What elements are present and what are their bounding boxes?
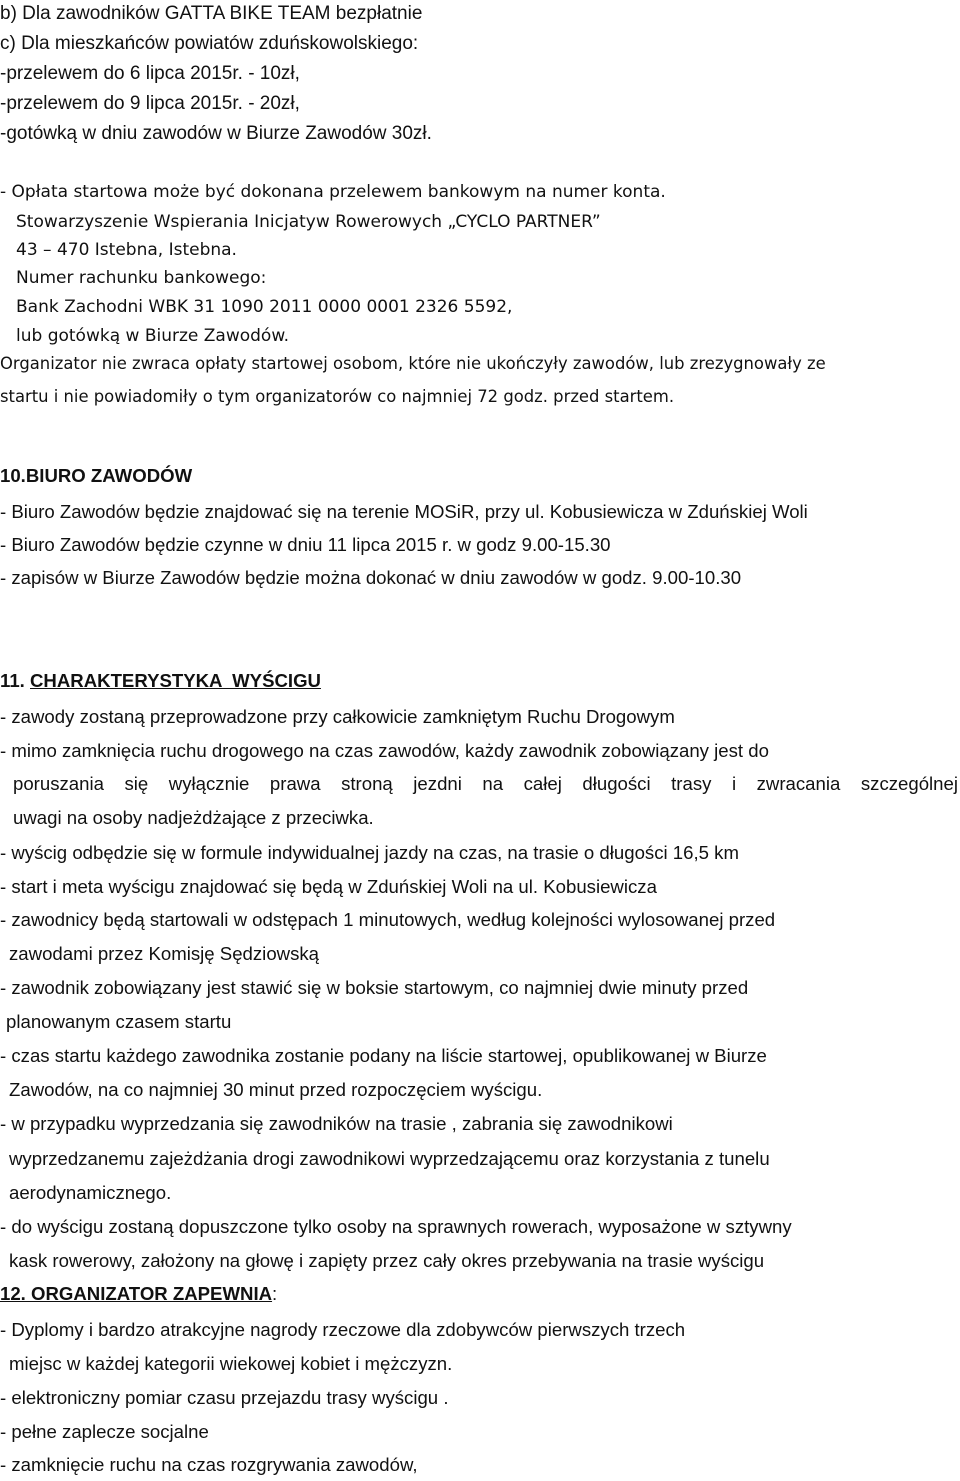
- refund-line-1: Organizator nie zwraca opłaty startowej osobom, które nie ukończyły zawodów, lub zrezygnowały ze: [0, 354, 826, 373]
- section-11-line: aerodynamicznego.: [9, 1182, 172, 1203]
- section-11-line: - zawodnik zobowiązany jest stawić się w boksie startowym, co najmniej dwie minuty przed: [0, 977, 749, 998]
- refund-line-2: startu i nie powiadomiły o tym organizatorów co najmniej 72 godz. przed startem.: [0, 387, 675, 406]
- section-11-line: - start i meta wyścigu znajdować się będą w Zduńskiej Woli na ul. Kobusiewicza: [0, 876, 657, 897]
- section-10-heading: 10.BIURO ZAWODÓW: [0, 465, 193, 486]
- section-11-number: 11.: [0, 670, 25, 691]
- section-11-heading: [0, 669, 321, 693]
- section-12-line: - Dyplomy i bardzo atrakcyjne nagrody rzeczowe dla zdobywców pierwszych trzech: [0, 1319, 686, 1340]
- section-12-line: - elektroniczny pomiar czasu przejazdu trasy wyścigu .: [0, 1387, 449, 1408]
- section-11-line: - zawodnicy będą startowali w odstępach 1 minutowych, według kolejności wylosowanej przed: [0, 909, 776, 930]
- section-11-line: zawodami przez Komisję Sędziowską: [9, 943, 320, 964]
- payment-line-1: - Opłata startowa może być dokonana przelewem bankowym na numer konta.: [0, 182, 666, 202]
- section-10-line-3: - zapisów w Biurze Zawodów będzie można dokonać w dniu zawodów w godz. 9.00-10.30: [0, 567, 742, 588]
- payment-line-5: Bank Zachodni WBK 31 1090 2011 0000 0001 2326 5592,: [16, 297, 513, 317]
- section-11-line: poruszania się wyłącznie prawa stroną jezdni na całej długości trasy i zwracania szczególnej: [13, 773, 958, 794]
- section-10-line-1: - Biuro Zawodów będzie znajdować się na terenie MOSiR, przy ul. Kobusiewicza w Zduńskiej Woli: [0, 501, 808, 522]
- section-12-heading: [0, 1282, 277, 1306]
- section-11-line: - wyścig odbędzie się w formule indywidualnej jazdy na czas, na trasie o długości 16,5 km: [0, 842, 739, 863]
- payment-line-6: lub gotówką w Biurze Zawodów.: [16, 326, 290, 346]
- payment-line-3: 43 – 470 Istebna, Istebna.: [16, 240, 237, 260]
- section-12-line: miejsc w każdej kategorii wiekowej kobiet i mężczyzn.: [9, 1353, 453, 1374]
- section-12-line: - zamknięcie ruchu na czas rozgrywania zawodów,: [0, 1454, 418, 1475]
- section-11-line: Zawodów, na co najmniej 30 minut przed rozpoczęciem wyścigu.: [9, 1079, 543, 1100]
- section-11-line: kask rowerowy, założony na głowę i zapięty przez cały okres przebywania na trasie wyścigu: [9, 1250, 765, 1271]
- section-11-line: planowanym czasem startu: [6, 1011, 232, 1032]
- section-12-line: - pełne zaplecze socjalne: [0, 1421, 209, 1442]
- fee-line-1: -przelewem do 6 lipca 2015r. - 10zł,: [0, 63, 300, 84]
- section-11-line: - do wyścigu zostaną dopuszczone tylko osoby na sprawnych rowerach, wyposażone w sztywny: [0, 1216, 792, 1237]
- section-11-line: - mimo zamknięcia ruchu drogowego na czas zawodów, każdy zawodnik zobowiązany jest do: [0, 740, 769, 761]
- fee-line-b: b) Dla zawodników GATTA BIKE TEAM bezpłatnie: [0, 3, 423, 24]
- section-11-line: wyprzedzanemu zajeżdżania drogi zawodnikowi wyprzedzającemu oraz korzystania z tunelu: [9, 1148, 770, 1169]
- section-11-line: - zawody zostaną przeprowadzone przy całkowicie zamkniętym Ruchu Drogowym: [0, 706, 675, 727]
- section-12-colon: :: [272, 1283, 278, 1304]
- fee-line-c: c) Dla mieszkańców powiatów zduńskowolskiego:: [0, 33, 419, 54]
- payment-line-4: Numer rachunku bankowego:: [16, 268, 267, 288]
- section-11-line: - w przypadku wyprzedzania się zawodników na trasie , zabrania się zawodnikowi: [0, 1113, 673, 1134]
- section-10-line-2: - Biuro Zawodów będzie czynne w dniu 11 lipca 2015 r. w godz 9.00-15.30: [0, 534, 611, 555]
- section-11-line: - czas startu każdego zawodnika zostanie podany na liście startowej, opublikowanej w Biurze: [0, 1045, 767, 1066]
- fee-line-2: -przelewem do 9 lipca 2015r. - 20zł,: [0, 93, 300, 114]
- section-11-line: uwagi na osoby nadjeżdżające z przeciwka.: [13, 807, 374, 828]
- fee-line-3: -gotówką w dniu zawodów w Biurze Zawodów 30zł.: [0, 123, 432, 144]
- payment-line-2: Stowarzyszenie Wspierania Inicjatyw Rowerowych „CYCLO PARTNER”: [16, 212, 601, 232]
- section-11-title: CHARAKTERYSTYKA WYŚCIGU: [30, 670, 321, 691]
- section-12-title: 12. ORGANIZATOR ZAPEWNIA: [0, 1283, 273, 1304]
